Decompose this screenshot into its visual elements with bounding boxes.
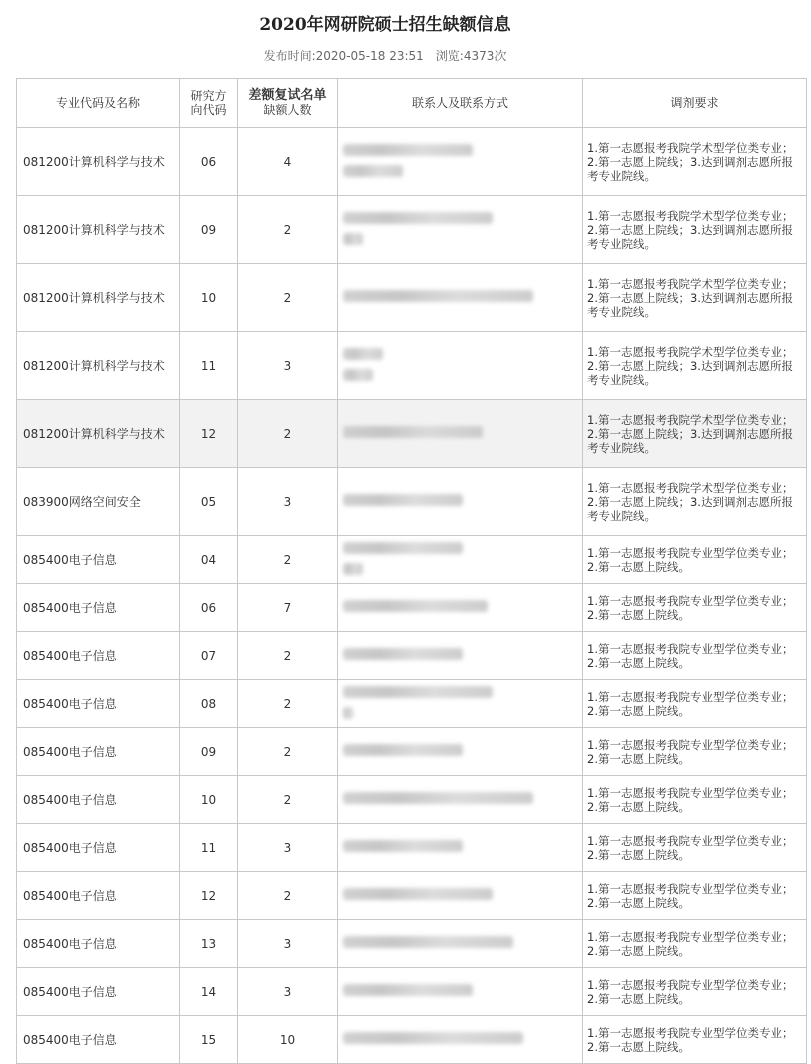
major-cell: 083900网络空间安全 — [17, 468, 180, 536]
major-cell: 081200计算机科学与技术 — [17, 264, 180, 332]
contact-cell-redacted — [338, 728, 583, 776]
quota-cell: 2 — [238, 400, 338, 468]
redacted-blur — [343, 984, 473, 996]
major-cell: 085400电子信息 — [17, 824, 180, 872]
redacted-blur — [343, 563, 363, 575]
direction-code-cell: 06 — [180, 584, 238, 632]
requirement-cell: 1.第一志愿报考我院专业型学位类专业；2.第一志愿上院线。 — [583, 536, 807, 584]
contact-cell-redacted — [338, 332, 583, 400]
major-cell: 085400电子信息 — [17, 728, 180, 776]
redacted-blur — [343, 542, 463, 554]
requirement-cell: 1.第一志愿报考我院专业型学位类专业；2.第一志愿上院线。 — [583, 872, 807, 920]
quota-cell: 3 — [238, 920, 338, 968]
contact-cell-redacted — [338, 468, 583, 536]
contact-cell-redacted — [338, 1016, 583, 1064]
publish-meta: 发布时间:2020-05-18 23:51 浏览:4373次 — [263, 49, 507, 63]
major-cell: 085400电子信息 — [17, 1016, 180, 1064]
major-cell: 081200计算机科学与技术 — [17, 196, 180, 264]
table-row — [17, 468, 807, 536]
direction-code-cell: 07 — [180, 632, 238, 680]
major-cell: 085400电子信息 — [17, 872, 180, 920]
table-row — [17, 728, 807, 776]
vacancy-table — [16, 78, 807, 1064]
quota-cell: 2 — [238, 196, 338, 264]
major-cell: 085400电子信息 — [17, 584, 180, 632]
redacted-blur — [343, 426, 483, 438]
quota-cell: 2 — [238, 872, 338, 920]
header-quota-line2: 缺额人数 — [263, 103, 312, 117]
requirement-cell: 1.第一志愿报考我院专业型学位类专业；2.第一志愿上院线。 — [583, 728, 807, 776]
contact-cell-redacted — [338, 920, 583, 968]
header-requirement: 调剂要求 — [583, 79, 807, 128]
header-quota-line1: 差额复试名单 — [248, 88, 327, 103]
quota-cell: 2 — [238, 632, 338, 680]
contact-cell-redacted — [338, 680, 583, 728]
contact-cell-redacted — [338, 776, 583, 824]
contact-cell-redacted — [338, 196, 583, 264]
quota-cell: 2 — [238, 536, 338, 584]
contact-cell-redacted — [338, 264, 583, 332]
major-cell: 085400电子信息 — [17, 920, 180, 968]
redacted-blur — [343, 936, 513, 948]
redacted-blur — [343, 707, 353, 719]
contact-cell-redacted — [338, 128, 583, 196]
quota-cell: 4 — [238, 128, 338, 196]
direction-code-cell: 10 — [180, 776, 238, 824]
table-row — [17, 872, 807, 920]
requirement-cell: 1.第一志愿报考我院专业型学位类专业；2.第一志愿上院线。 — [583, 680, 807, 728]
table-row — [17, 824, 807, 872]
quota-cell: 3 — [238, 968, 338, 1016]
contact-cell-redacted — [338, 968, 583, 1016]
requirement-cell: 1.第一志愿报考我院专业型学位类专业；2.第一志愿上院线。 — [583, 584, 807, 632]
quota-cell: 3 — [238, 468, 338, 536]
table-row — [17, 196, 807, 264]
requirement-cell: 1.第一志愿报考我院学术型学位类专业；2.第一志愿上院线；3.达到调剂志愿所报考专业院线。 — [583, 332, 807, 400]
requirement-cell: 1.第一志愿报考我院专业型学位类专业；2.第一志愿上院线。 — [583, 920, 807, 968]
direction-code-cell: 12 — [180, 872, 238, 920]
contact-cell-redacted — [338, 824, 583, 872]
table-row — [17, 776, 807, 824]
major-cell: 081200计算机科学与技术 — [17, 128, 180, 196]
requirement-cell: 1.第一志愿报考我院专业型学位类专业；2.第一志愿上院线。 — [583, 632, 807, 680]
major-cell: 081200计算机科学与技术 — [17, 332, 180, 400]
requirement-cell: 1.第一志愿报考我院专业型学位类专业；2.第一志愿上院线。 — [583, 1016, 807, 1064]
direction-code-cell: 09 — [180, 196, 238, 264]
direction-code-cell: 15 — [180, 1016, 238, 1064]
quota-cell: 2 — [238, 264, 338, 332]
table-row — [17, 920, 807, 968]
redacted-blur — [343, 840, 463, 852]
redacted-blur — [343, 888, 493, 900]
major-cell: 085400电子信息 — [17, 680, 180, 728]
page-title: 2020年网研院硕士招生缺额信息 — [259, 15, 511, 35]
direction-code-cell: 06 — [180, 128, 238, 196]
direction-code-cell: 09 — [180, 728, 238, 776]
redacted-blur — [343, 744, 463, 756]
redacted-blur — [343, 348, 383, 360]
redacted-blur — [343, 600, 488, 612]
table-row — [17, 680, 807, 728]
direction-code-cell: 10 — [180, 264, 238, 332]
major-cell: 085400电子信息 — [17, 632, 180, 680]
direction-code-cell: 08 — [180, 680, 238, 728]
table-row — [17, 264, 807, 332]
requirement-cell: 1.第一志愿报考我院专业型学位类专业；2.第一志愿上院线。 — [583, 968, 807, 1016]
major-cell: 085400电子信息 — [17, 776, 180, 824]
header-direction — [180, 79, 238, 128]
header-quota — [238, 79, 338, 128]
direction-code-cell: 04 — [180, 536, 238, 584]
table-body — [17, 128, 807, 1064]
direction-code-cell: 12 — [180, 400, 238, 468]
requirement-cell: 1.第一志愿报考我院专业型学位类专业；2.第一志愿上院线。 — [583, 776, 807, 824]
requirement-cell: 1.第一志愿报考我院学术型学位类专业；2.第一志愿上院线；3.达到调剂志愿所报考专业院线。 — [583, 468, 807, 536]
quota-cell: 2 — [238, 776, 338, 824]
requirement-cell: 1.第一志愿报考我院学术型学位类专业；2.第一志愿上院线；3.达到调剂志愿所报考专业院线。 — [583, 196, 807, 264]
major-cell: 081200计算机科学与技术 — [17, 400, 180, 468]
quota-cell: 2 — [238, 680, 338, 728]
contact-cell-redacted — [338, 872, 583, 920]
requirement-cell: 1.第一志愿报考我院学术型学位类专业；2.第一志愿上院线；3.达到调剂志愿所报考专业院线。 — [583, 400, 807, 468]
redacted-blur — [343, 290, 533, 302]
contact-cell-redacted — [338, 632, 583, 680]
direction-code-cell: 11 — [180, 332, 238, 400]
major-cell: 085400电子信息 — [17, 968, 180, 1016]
table-row — [17, 968, 807, 1016]
redacted-blur — [343, 233, 363, 245]
table-row — [17, 1016, 807, 1064]
quota-cell: 10 — [238, 1016, 338, 1064]
direction-code-cell: 13 — [180, 920, 238, 968]
requirement-cell: 1.第一志愿报考我院学术型学位类专业；2.第一志愿上院线；3.达到调剂志愿所报考专业院线。 — [583, 128, 807, 196]
table-row — [17, 584, 807, 632]
redacted-blur — [343, 686, 493, 698]
quota-cell: 3 — [238, 332, 338, 400]
table-row — [17, 536, 807, 584]
contact-cell-redacted — [338, 536, 583, 584]
header-contact: 联系人及联系方式 — [338, 79, 583, 128]
quota-cell: 7 — [238, 584, 338, 632]
redacted-blur — [343, 494, 463, 506]
redacted-blur — [343, 648, 463, 660]
contact-cell-redacted — [338, 400, 583, 468]
direction-code-cell: 11 — [180, 824, 238, 872]
redacted-blur — [343, 369, 373, 381]
quota-cell: 3 — [238, 824, 338, 872]
redacted-blur — [343, 1032, 523, 1044]
table-row — [17, 400, 807, 468]
redacted-blur — [343, 212, 493, 224]
table-header-row — [17, 79, 807, 128]
header-direction-line2: 向代码 — [190, 103, 227, 117]
redacted-blur — [343, 165, 403, 177]
header-major: 专业代码及名称 — [17, 79, 180, 128]
direction-code-cell: 14 — [180, 968, 238, 1016]
major-cell: 085400电子信息 — [17, 536, 180, 584]
direction-code-cell: 05 — [180, 468, 238, 536]
redacted-blur — [343, 792, 533, 804]
requirement-cell: 1.第一志愿报考我院学术型学位类专业；2.第一志愿上院线；3.达到调剂志愿所报考专业院线。 — [583, 264, 807, 332]
header-direction-line1: 研究方 — [190, 89, 227, 103]
table-row — [17, 332, 807, 400]
contact-cell-redacted — [338, 584, 583, 632]
table-row — [17, 128, 807, 196]
quota-cell: 2 — [238, 728, 338, 776]
redacted-blur — [343, 144, 473, 156]
table-row — [17, 632, 807, 680]
requirement-cell: 1.第一志愿报考我院专业型学位类专业；2.第一志愿上院线。 — [583, 824, 807, 872]
